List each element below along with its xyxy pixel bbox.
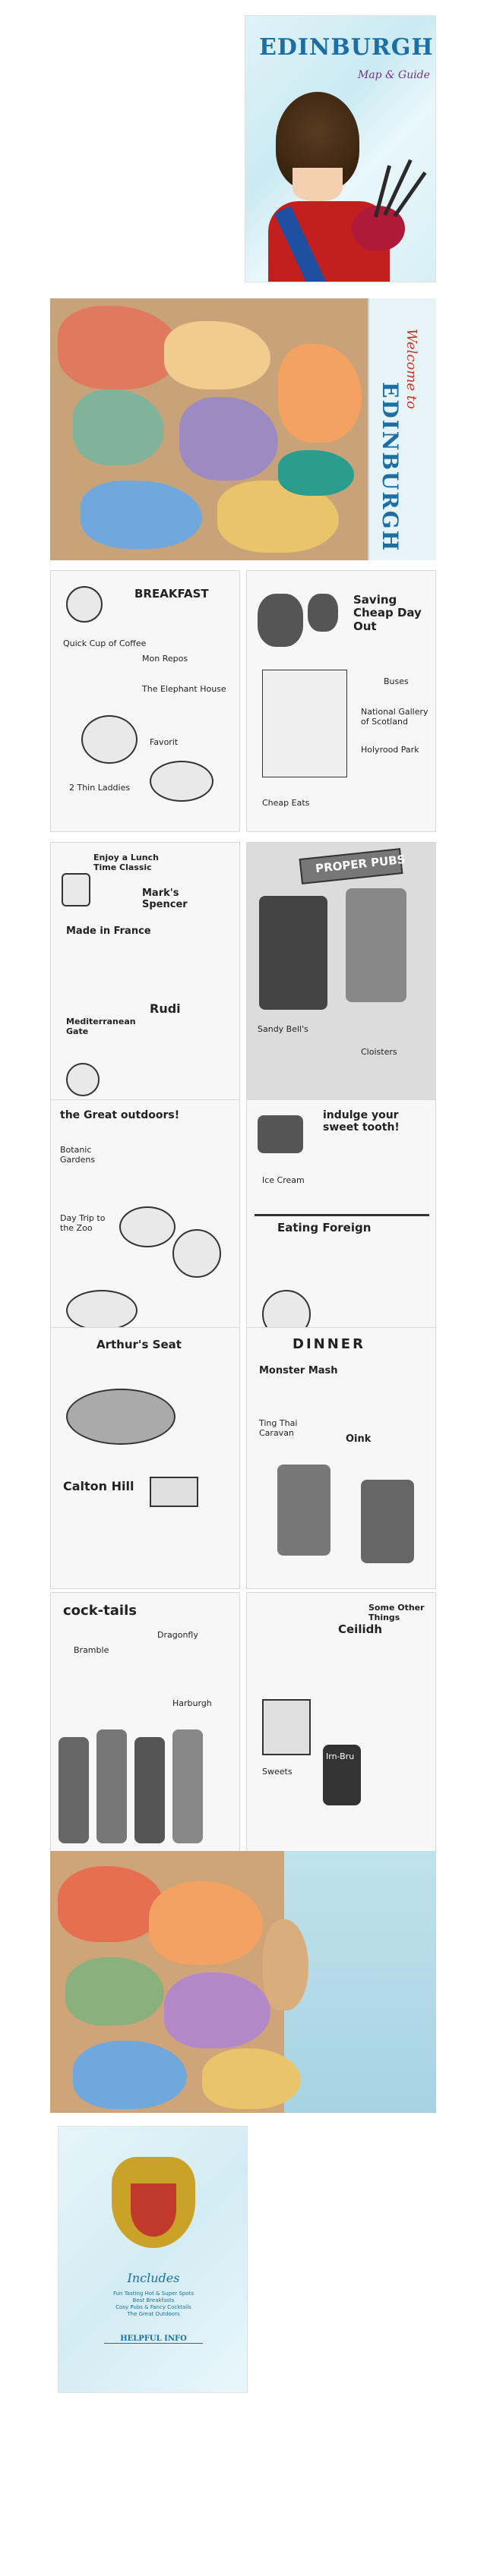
- outdoors-heading: the Great outdoors!: [60, 1109, 180, 1121]
- page-arthur: [50, 1327, 240, 1589]
- includes-item: Fun Tasting Hot & Super Spots: [112, 2291, 194, 2297]
- breakfast-item: Favorit: [150, 737, 179, 747]
- map-district: [179, 397, 278, 481]
- cheap-day-item: Holyrood Park: [361, 745, 419, 755]
- other-heading: Some Other Things: [368, 1603, 425, 1622]
- outdoors-item: Botanic Gardens: [60, 1145, 96, 1165]
- breakfast-item: 2 Thin Laddies: [69, 783, 131, 793]
- cocktail-item: Dragonfly: [157, 1630, 198, 1640]
- food-sketch: [81, 715, 138, 764]
- pub-item: Cloisters: [361, 1047, 397, 1057]
- breakfast-heading: BREAKFAST: [134, 587, 209, 601]
- map-district: [164, 1972, 270, 2048]
- other-item: Irn-Bru: [326, 1751, 355, 1761]
- helpful-info-heading: HELPFUL INFO: [104, 2335, 203, 2344]
- plate-sketch: [150, 761, 213, 802]
- cheap-day-heading: Saving Cheap Day Out: [353, 593, 422, 633]
- back-cover: [58, 2126, 248, 2393]
- spread-cocktails: [50, 1592, 436, 1854]
- cocktails-heading: cock-tails: [63, 1603, 137, 1619]
- map-district: [278, 344, 362, 443]
- breakfast-item: Quick Cup of Coffee: [63, 638, 147, 648]
- bagpipe-drone: [393, 172, 426, 217]
- back-map-spread: [50, 1851, 436, 2113]
- person-sketch: [172, 1729, 203, 1843]
- includes-item: Best Breakfasts: [132, 2297, 175, 2304]
- includes-item: The Great Outdoors: [127, 2311, 180, 2318]
- chef-sketch: [277, 1465, 330, 1556]
- map-district: [164, 321, 270, 389]
- map-district: [202, 2048, 301, 2109]
- sweet-item: Eating Foreign: [277, 1221, 372, 1234]
- cocktail-item: Bramble: [74, 1645, 109, 1655]
- tv-sketch: [262, 1699, 311, 1755]
- person-sketch: [96, 1729, 127, 1843]
- divider-line: [255, 1214, 429, 1216]
- pint-can-sketch: [346, 888, 406, 1002]
- cover-page: [245, 15, 436, 282]
- includes-item: Cosy Pubs & Fancy Cocktails: [115, 2304, 191, 2311]
- text-block-sketch: [262, 670, 347, 777]
- dinner-item: Monster Mash: [259, 1365, 338, 1376]
- crest-shield: [131, 2183, 176, 2237]
- page-pubs: [246, 842, 436, 1104]
- map-coast: [263, 1919, 308, 2010]
- monument-sketch: [150, 1477, 198, 1507]
- map-district: [58, 1866, 164, 1942]
- cheap-day-item: Cheap Eats: [262, 798, 310, 808]
- map-district: [73, 2041, 187, 2109]
- map-spread: [50, 298, 436, 560]
- sun-sketch: [66, 586, 103, 623]
- pubs-heading: PROPER PUBS: [315, 852, 406, 876]
- cover-subtitle: Map & Guide: [358, 69, 430, 81]
- cheap-day-item: Buses: [384, 676, 409, 686]
- piper-face: [293, 168, 343, 201]
- other-item: Sweets: [262, 1767, 293, 1777]
- page-dinner: [246, 1327, 436, 1589]
- cocktail-item: Harburgh: [172, 1698, 212, 1708]
- map-district: [58, 306, 179, 389]
- dinosaur-sketch: [66, 1290, 138, 1331]
- page-cheap-day: [246, 570, 436, 832]
- includes-list: [68, 2291, 239, 2318]
- page-outdoors: [50, 1099, 240, 1361]
- breakfast-item: The Elephant House: [142, 684, 226, 694]
- person-sketch: [134, 1737, 165, 1843]
- person-sketch: [59, 1737, 89, 1843]
- sweet-item: Ice Cream: [262, 1175, 305, 1185]
- lunch-heading: Enjoy a Lunch Time Classic: [93, 853, 159, 872]
- map-district: [278, 450, 354, 496]
- page-breakfast: [50, 570, 240, 832]
- lunch-item: Mediterranean Gate: [66, 1017, 136, 1036]
- breakfast-item: Mon Repos: [142, 654, 188, 664]
- pig-sketch: [361, 1480, 414, 1563]
- other-item: Ceilidh: [338, 1622, 383, 1636]
- owl-sketch: [258, 594, 303, 647]
- spread-outdoors: [50, 1099, 436, 1361]
- spread-arthur: [50, 1327, 436, 1589]
- lunch-item: Rudi: [150, 1001, 181, 1016]
- spread-lunch: [50, 842, 436, 1104]
- welcome-title: EDINBURGH: [378, 382, 403, 553]
- pint-glass-sketch: [259, 896, 327, 1010]
- map-district: [149, 1881, 263, 1965]
- food-sketch: [66, 1063, 100, 1096]
- map-district: [81, 481, 202, 549]
- dinner-item: Ting Thai Caravan: [259, 1418, 298, 1438]
- pub-item: Sandy Bell's: [258, 1024, 308, 1034]
- page-lunch: [50, 842, 240, 1104]
- horse-sketch: [119, 1206, 176, 1247]
- dinner-heading: DINNER: [293, 1336, 365, 1352]
- owl-sketch: [308, 594, 338, 632]
- welcome-text: Welcome to: [403, 329, 419, 409]
- teacup-sketch: [258, 1115, 303, 1153]
- page-sweet-tooth: [246, 1099, 436, 1361]
- outdoors-item: Day Trip to the Zoo: [60, 1213, 106, 1233]
- dinner-item: Oink: [346, 1433, 372, 1445]
- sweet-heading: indulge your sweet tooth!: [323, 1109, 400, 1134]
- cheap-day-item: National Gallery of Scotland: [361, 707, 428, 727]
- page-cocktails: [50, 1592, 240, 1854]
- cover-title: EDINBURGH: [259, 34, 434, 61]
- lunch-item: Made in France: [66, 925, 151, 937]
- calton-heading: Calton Hill: [63, 1479, 134, 1493]
- hill-sketch: [66, 1389, 176, 1445]
- spread-breakfast: [50, 570, 436, 832]
- map-district: [73, 389, 164, 465]
- includes-heading: Includes: [127, 2271, 180, 2285]
- arthur-heading: Arthur's Seat: [96, 1338, 182, 1351]
- cup-sketch: [62, 873, 90, 906]
- animal-sketch: [172, 1229, 221, 1278]
- map-district: [65, 1957, 164, 2026]
- page-other-things: [246, 1592, 436, 1854]
- lunch-item: Mark's Spencer: [142, 888, 188, 910]
- welcome-panel: [368, 298, 436, 560]
